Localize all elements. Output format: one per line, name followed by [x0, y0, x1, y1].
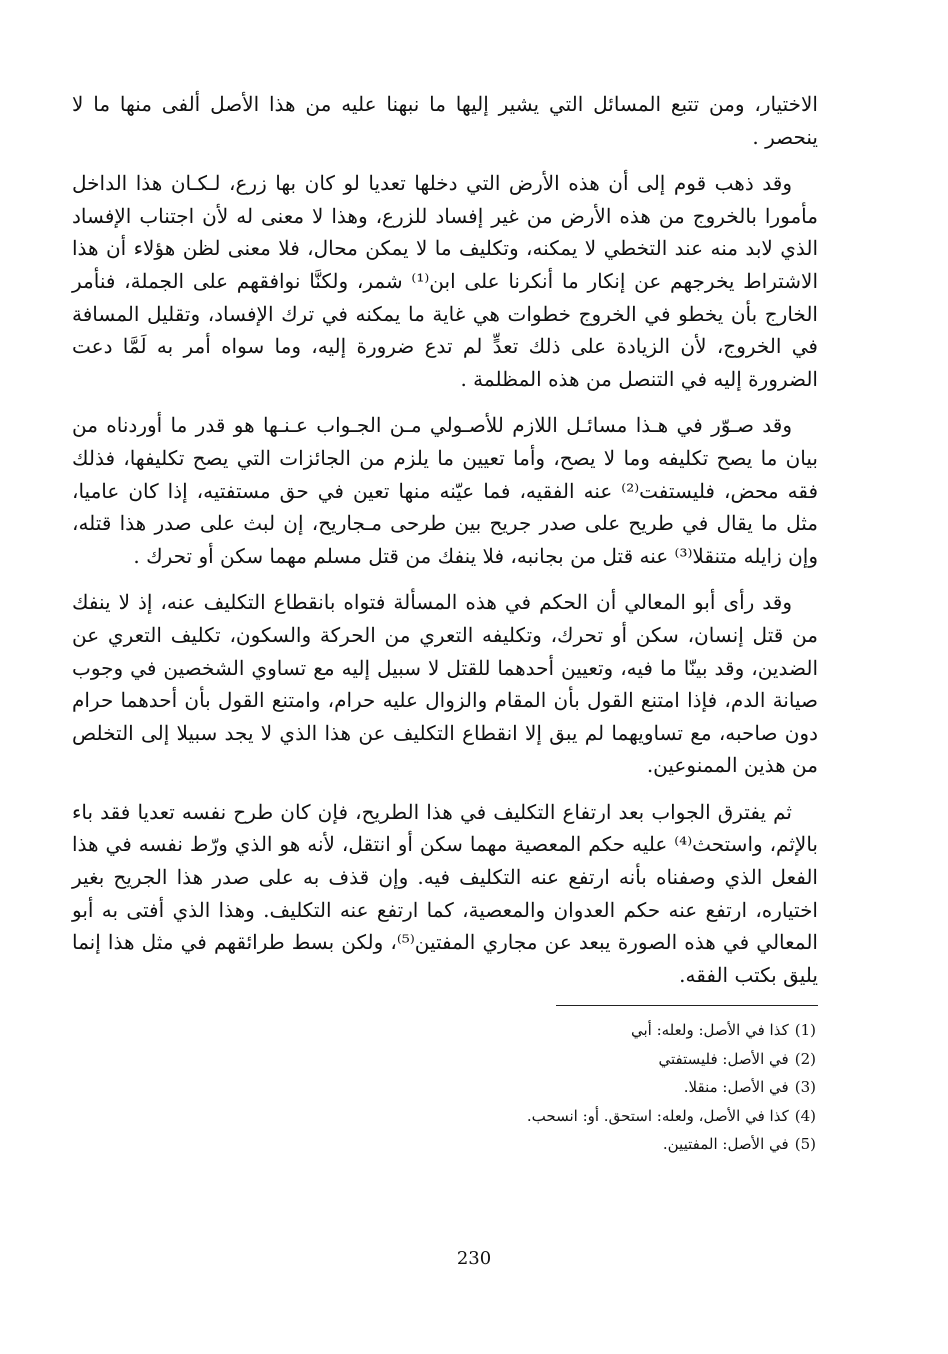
footnote-item	[72, 1073, 816, 1102]
page-number: 230	[456, 1248, 492, 1269]
footnote-number: (3)	[794, 1078, 816, 1097]
footnote-number: (2)	[794, 1049, 816, 1068]
footnote-number: (4)	[794, 1106, 816, 1125]
paragraph-continuation: الاختيار، ومن تتبع المسائل التي يشير إليها ما نبهنا عليه من هذا الأصل ألفى منها ما لا ينحصر .	[72, 92, 818, 149]
footnote-item	[72, 1102, 816, 1131]
footnote-item	[72, 1016, 816, 1045]
paragraph: ثم يفترق الجواب بعد ارتفاع التكليف في هذا الطريح، فإن كان طرح نفسه تعديا فقد باء بالإثم، واستحث⁽⁴⁾ عليه حكم المعصية مهما سكن أو انتقل، لأنه هو الذي ورّط نفسه في هذا الفعل الذي وصفناه بأنه ارتفع عنه التكليف فيه. وإن قذف به على صدر هذا الجريح بغير اختياره، ارتفع عنه حكم العدوان والمعصية، كما ارتفع عنه التكليف. وهذا الذي أفتى به أبو المعالي في هذه الصورة يبعد عن مجاري المفتين⁽⁵⁾، ولكن بسط طرائقهم في مثل هذا إنما يليق بكتب الفقه.	[72, 799, 819, 987]
footnote-number: (1)	[794, 1021, 816, 1040]
footnote-text: في الأصل: فليستفتي	[658, 1049, 789, 1068]
footnotes-list	[72, 1016, 818, 1159]
footnote-item	[72, 1045, 816, 1074]
page-body	[72, 88, 818, 1159]
paragraph: وقد ذهب قوم إلى أن هذه الأرض التي دخلها تعديا لو كان بها زرع، لـكـان هذا الداخل مأمورا بالخروج من هذه الأرض من غير إفساد للزرع، وهذا لا معنى له لأن اجتناب الإفساد الذي لابد منه عند التخطي لا يمكنه، وتكليف ما لا يمكن محال، فلا معنى لظن هؤلاء أن هذا الاشتراط يخرجهم عن إنكار ما أنكرنا على ابن⁽¹⁾ شمر، ولكنَّا نوافقهم على الجملة، فنأمر الخارج بأن يخطو في الخروج خطوات هي غاية ما يمكنه في ترك الإفساد، وتقليل المسافة في الخروج، لأن الزيادة على ذلك تعدٍّ لم تدع ضرورة إليه، وما سواه أمر به لَمَّا دعت الضرورة إليه في التنصل من هذه المظلمة .	[72, 171, 819, 391]
paragraph: وقد صـوّر في هـذا مسائـل اللازم للأصـولي مـن الجـواب عـنـها هو قدر ما أوردناه من بيان ما يصح تكليفه وما لا يصح، وأما تعيين ما يلزم من الجائزات التي يصح تكليفها، فذلك فقه محض، فليستفت⁽²⁾ عنه الفقيه، فما عيّنه منها تعين في حق مستفتيه، إذا كان عاميا، مثل ما يقال في طريح على صدر جريح بين طرحى مـجاريح، إن لبث على صدر هذا قتله، وإن زايله متنقلا⁽³⁾ عنه قتل من بجانبه، فلا ينفك من قتل مسلم مهما سكن أو تحرك .	[72, 413, 818, 568]
footnote-text: كذا في الأصل: ولعله: أبي	[630, 1021, 789, 1040]
footnote-number: (5)	[794, 1135, 816, 1154]
footnote-divider	[556, 1005, 818, 1006]
footnote-text: في الأصل: المفتيين.	[662, 1135, 789, 1154]
paragraph: وقد رأى أبو المعالي أن الحكم في هذه المسألة فتواه بانقطاع التكليف عنه، إذ لا ينفك من قتل إنسان، سكن أو تحرك، وتكليفه التعري من الحركة والسكون، تكليف التعري عن الضدين، وقد بينّا ما فيه، وتعيين أحدهما للقتل لا سبيل إليه مع تساوي الشخصين في وجوب صيانة الدم، فإذا امتنع القول بأن المقام والزوال عليه حرام، وامتنع القول بأن أحدهما حرام دون صاحبه، مع تساويهما لم يبق إلا انقطاع التكليف عن هذا الذي لا يجد سبيلا إلى التخلص من هذين الممنوعين.	[72, 590, 819, 778]
footnote-text: في الأصل: منقلا.	[683, 1078, 789, 1097]
footnote-item	[72, 1130, 816, 1159]
footnote-text: كذا في الأصل، ولعله: استحق. أو: انسحب.	[526, 1106, 789, 1125]
